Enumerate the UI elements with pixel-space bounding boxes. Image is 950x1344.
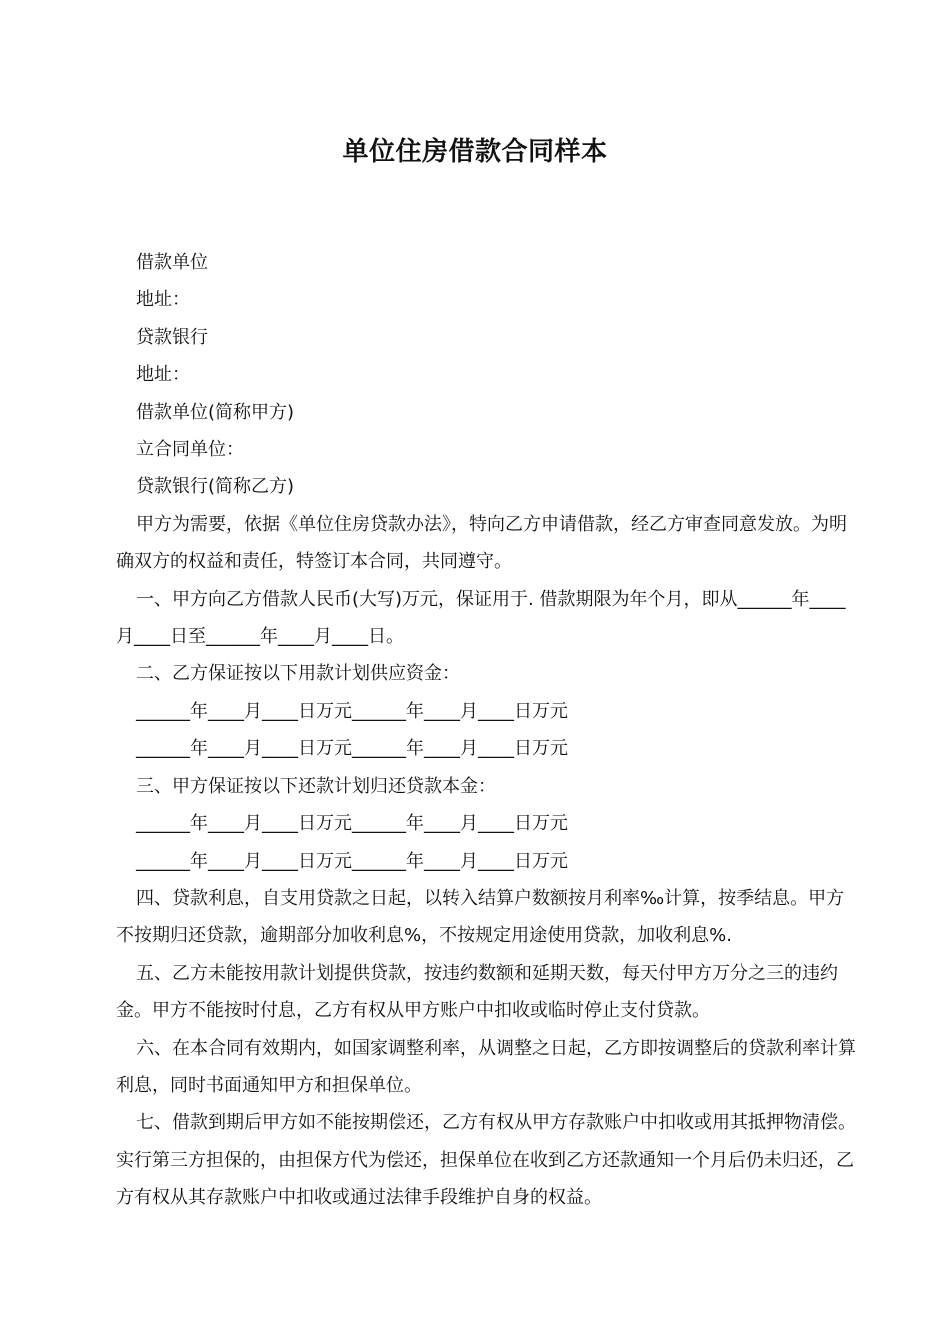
header-line-party-b: 贷款银行(简称乙方) [136,476,295,498]
clause-4: 四、贷款利息，自支用贷款之日起，以转入结算户数额按月利率‰计算，按季结息。甲方不按期归还贷款，逾期部分加收利息%，不按规定用途使用贷款，加收利息%. [116,887,845,947]
clause-5: 五、乙方未能按用款计划提供贷款，按违约数额和延期天数，每天付甲方万分之三的违约金。甲方不能按时付息，乙方有权从甲方账户中扣收或临时停止支付贷款。 [116,962,838,1022]
document-title: 单位住房借款合同样本 [342,137,608,167]
header-line-lender: 贷款银行 [136,326,208,348]
repayment-schedule-line: ______年____月____日万元______年____月____日万元 [136,813,568,835]
repayment-schedule-line: ______年____月____日万元______年____月____日万元 [136,850,568,872]
header-line-borrower: 借款单位 [136,252,208,273]
document-body [116,244,856,1217]
header-line-contracting-party: 立合同单位： [136,439,244,461]
header-line-borrower-address: 地址： [136,289,190,311]
funding-schedule-line: ______年____月____日万元______年____月____日万元 [136,738,568,760]
funding-schedule-line: ______年____月____日万元______年____月____日万元 [136,700,568,722]
clause-3: 三、甲方保证按以下还款计划归还贷款本金： [136,775,496,797]
clause-2: 二、乙方保证按以下用款计划供应资金： [136,663,460,685]
header-line-party-a: 借款单位(简称甲方) [136,401,295,423]
clause-7: 七、借款到期后甲方如不能按期偿还，乙方有权从甲方存款账户中扣收或用其抵押物清偿。实行第三方担保的，由担保方代为偿还，担保单位在收到乙方还款通知一个月后仍未归还，乙方有权从其存款账户中扣收或通过法律手段维护自身的权益。 [116,1112,856,1209]
header-line-lender-address: 地址： [136,364,190,386]
paragraph-preamble: 甲方为需要，依据《单位住房贷款办法》，特向乙方申请借款，经乙方审查同意发放。为明确双方的权益和责任，特签订本合同，共同遵守。 [116,513,847,573]
clause-1: 一、甲方向乙方借款人民币(大写)万元，保证用于. 借款期限为年个月，即从______年____月____日至______年____月____日。 [116,588,846,648]
clause-6: 六、在本合同有效期内，如国家调整利率，从调整之日起，乙方即按调整后的贷款利率计算利息，同时书面通知甲方和担保单位。 [116,1037,856,1096]
